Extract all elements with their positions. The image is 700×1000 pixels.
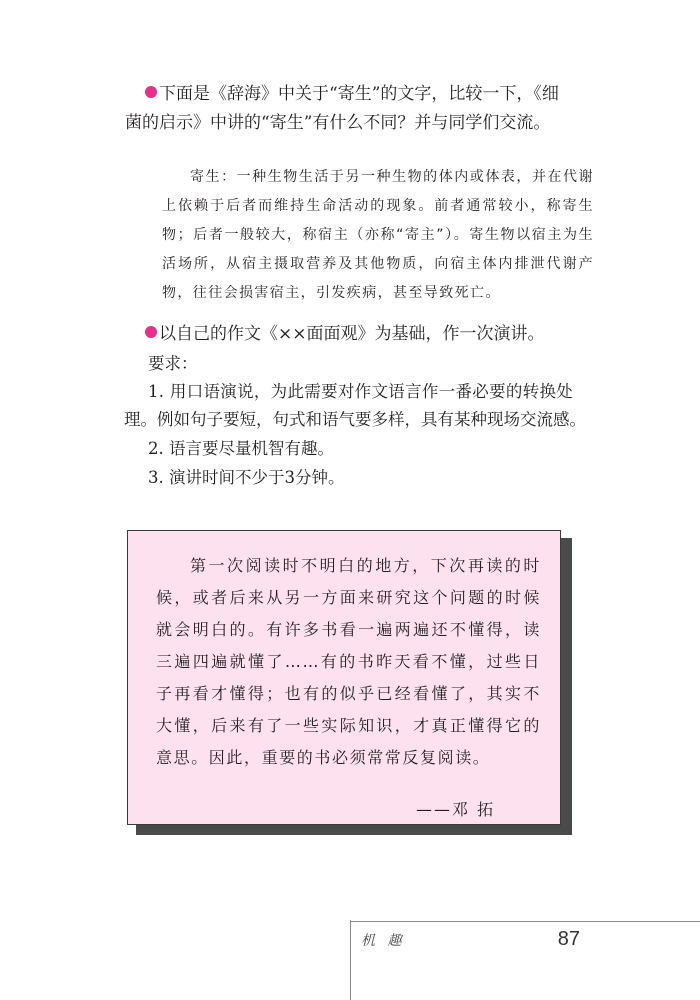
footer-section-title: 机 趣 bbox=[361, 933, 406, 949]
page-number: 87 bbox=[557, 928, 580, 950]
intro-line-1 bbox=[145, 80, 615, 109]
task-line bbox=[145, 320, 615, 349]
task-text: 以自己的作文《××面面观》为基础，作一次演讲。 bbox=[159, 324, 545, 344]
intro-line-2 bbox=[125, 109, 615, 138]
dictionary-quote: 寄生：一种生物生活于另一种生物的体内或体表，并在代谢上依赖于后者而维持生命活动的现象。前者通常较小，称寄生物；后者一般较大，称宿主（亦称“寄主”）。寄生物以宿主为生活场所，从宿主摄取营养及其他物质，向宿主体内排泄代谢产物，往往会损害宿主，引发疾病，甚至导致死亡。 bbox=[162, 169, 594, 301]
requirement-2: 2. 语言要尽量机智有趣。 bbox=[148, 439, 334, 458]
requirements-label: 要求： bbox=[148, 354, 198, 373]
footer-horizontal-rule bbox=[350, 921, 700, 922]
requirement-3: 3. 演讲时间不少于3分钟。 bbox=[148, 468, 345, 487]
note-text: 第一次阅读时不明白的地方，下次再读的时候，或者后来从另一方面来研究这个问题的时候就会明白的。有许多书看一遍两遍还不懂得，读三遍四遍就懂了……有的书昨天看不懂，过些日子再看才懂得；也有的似乎已经看懂了，其实不大懂，后来有了一些实际知识，才真正懂得它的意思。因此，重要的书必须常常反复阅读。 bbox=[156, 556, 541, 767]
requirement-1-a: 1. 用口语演说，为此需要对作文语言作一番必要的转换处 bbox=[148, 382, 574, 401]
note-author: ——邓 拓 bbox=[416, 800, 496, 819]
bullet-icon bbox=[145, 326, 157, 338]
bullet-icon bbox=[145, 86, 157, 98]
requirement-1-b: 理。例如句子要短，句式和语气要多样，具有某种现场交流感。 bbox=[124, 410, 586, 429]
intro-text-1: 下面是《辞海》中关于“寄生”的文字，比较一下，《细 bbox=[159, 84, 559, 104]
intro-text-2: 菌的启示》中讲的“寄生”有什么不同？并与同学们交流。 bbox=[125, 113, 551, 133]
footer-vertical-rule bbox=[350, 920, 351, 1000]
